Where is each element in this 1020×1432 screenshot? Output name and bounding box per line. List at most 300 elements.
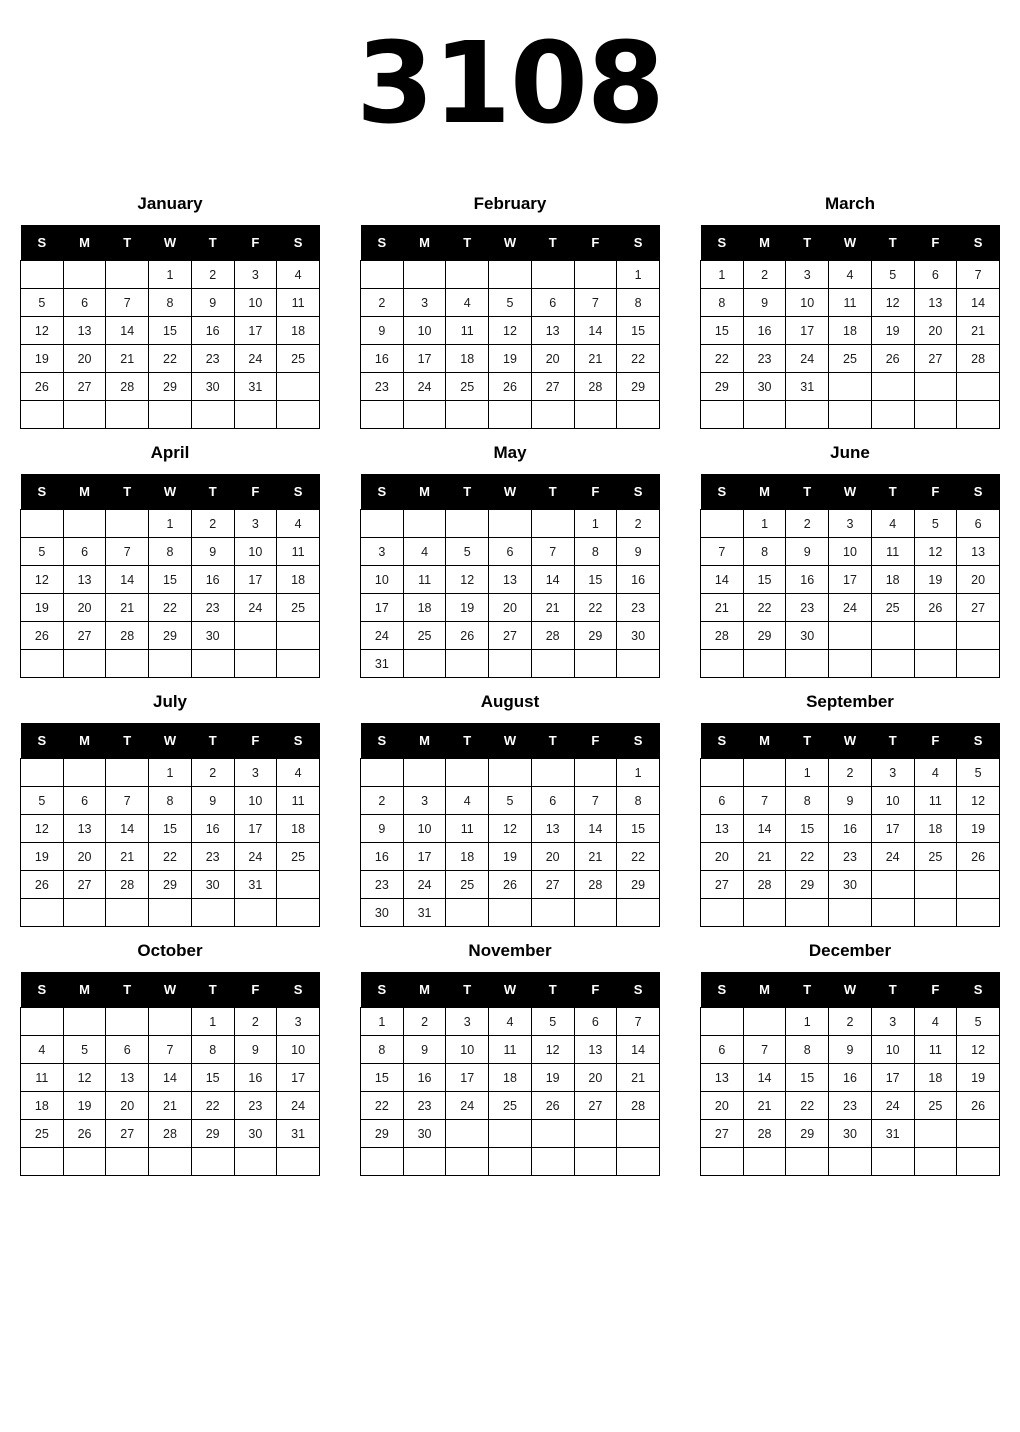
- day-cell[interactable]: 17: [361, 594, 404, 622]
- day-cell[interactable]: 21: [574, 345, 617, 373]
- day-cell[interactable]: 31: [786, 373, 829, 401]
- day-cell[interactable]: 31: [361, 650, 404, 678]
- day-cell[interactable]: 10: [234, 538, 277, 566]
- day-cell[interactable]: 5: [63, 1036, 106, 1064]
- day-cell[interactable]: 24: [829, 594, 872, 622]
- day-cell[interactable]: 9: [829, 1036, 872, 1064]
- day-cell[interactable]: 20: [531, 843, 574, 871]
- day-cell[interactable]: 13: [63, 566, 106, 594]
- day-cell[interactable]: 29: [149, 622, 192, 650]
- day-cell[interactable]: 24: [277, 1092, 320, 1120]
- day-cell[interactable]: 9: [191, 787, 234, 815]
- day-cell[interactable]: 5: [21, 538, 64, 566]
- day-cell[interactable]: 18: [489, 1064, 532, 1092]
- day-cell[interactable]: 7: [574, 787, 617, 815]
- day-cell[interactable]: 13: [574, 1036, 617, 1064]
- day-cell[interactable]: 16: [829, 815, 872, 843]
- day-cell[interactable]: 30: [191, 622, 234, 650]
- day-cell[interactable]: 6: [914, 261, 957, 289]
- day-cell[interactable]: 17: [403, 843, 446, 871]
- day-cell[interactable]: 20: [63, 843, 106, 871]
- day-cell[interactable]: 5: [957, 1008, 1000, 1036]
- day-cell[interactable]: 26: [489, 373, 532, 401]
- day-cell[interactable]: 23: [829, 1092, 872, 1120]
- day-cell[interactable]: 27: [489, 622, 532, 650]
- day-cell[interactable]: 14: [106, 566, 149, 594]
- day-cell[interactable]: 21: [743, 1092, 786, 1120]
- day-cell[interactable]: 18: [277, 815, 320, 843]
- day-cell[interactable]: 16: [743, 317, 786, 345]
- day-cell[interactable]: 1: [361, 1008, 404, 1036]
- day-cell[interactable]: 16: [191, 815, 234, 843]
- day-cell[interactable]: 24: [361, 622, 404, 650]
- day-cell[interactable]: 22: [149, 843, 192, 871]
- day-cell[interactable]: 26: [21, 622, 64, 650]
- day-cell[interactable]: 9: [743, 289, 786, 317]
- day-cell[interactable]: 28: [574, 871, 617, 899]
- day-cell[interactable]: 2: [234, 1008, 277, 1036]
- day-cell[interactable]: 18: [446, 843, 489, 871]
- day-cell[interactable]: 14: [743, 815, 786, 843]
- day-cell[interactable]: 19: [21, 594, 64, 622]
- day-cell[interactable]: 2: [829, 759, 872, 787]
- day-cell[interactable]: 2: [617, 510, 660, 538]
- day-cell[interactable]: 5: [531, 1008, 574, 1036]
- day-cell[interactable]: 2: [829, 1008, 872, 1036]
- day-cell[interactable]: 27: [63, 622, 106, 650]
- day-cell[interactable]: 4: [829, 261, 872, 289]
- day-cell[interactable]: 11: [871, 538, 914, 566]
- day-cell[interactable]: 8: [617, 289, 660, 317]
- day-cell[interactable]: 21: [106, 843, 149, 871]
- day-cell[interactable]: 9: [361, 815, 404, 843]
- day-cell[interactable]: 29: [617, 373, 660, 401]
- day-cell[interactable]: 2: [361, 289, 404, 317]
- day-cell[interactable]: 17: [446, 1064, 489, 1092]
- day-cell[interactable]: 29: [574, 622, 617, 650]
- day-cell[interactable]: 22: [149, 594, 192, 622]
- day-cell[interactable]: 19: [489, 843, 532, 871]
- day-cell[interactable]: 1: [786, 759, 829, 787]
- day-cell[interactable]: 17: [871, 1064, 914, 1092]
- day-cell[interactable]: 13: [701, 815, 744, 843]
- day-cell[interactable]: 12: [21, 566, 64, 594]
- day-cell[interactable]: 9: [191, 289, 234, 317]
- day-cell[interactable]: 4: [914, 1008, 957, 1036]
- day-cell[interactable]: 10: [234, 787, 277, 815]
- day-cell[interactable]: 29: [361, 1120, 404, 1148]
- day-cell[interactable]: 6: [63, 787, 106, 815]
- day-cell[interactable]: 29: [149, 871, 192, 899]
- day-cell[interactable]: 12: [63, 1064, 106, 1092]
- day-cell[interactable]: 17: [234, 566, 277, 594]
- day-cell[interactable]: 7: [743, 787, 786, 815]
- day-cell[interactable]: 30: [829, 1120, 872, 1148]
- day-cell[interactable]: 4: [914, 759, 957, 787]
- day-cell[interactable]: 22: [786, 843, 829, 871]
- day-cell[interactable]: 3: [234, 510, 277, 538]
- day-cell[interactable]: 31: [871, 1120, 914, 1148]
- day-cell[interactable]: 28: [106, 373, 149, 401]
- day-cell[interactable]: 5: [871, 261, 914, 289]
- day-cell[interactable]: 16: [361, 843, 404, 871]
- day-cell[interactable]: 9: [234, 1036, 277, 1064]
- day-cell[interactable]: 25: [277, 594, 320, 622]
- day-cell[interactable]: 11: [277, 787, 320, 815]
- day-cell[interactable]: 15: [617, 815, 660, 843]
- day-cell[interactable]: 26: [914, 594, 957, 622]
- day-cell[interactable]: 8: [149, 787, 192, 815]
- day-cell[interactable]: 21: [617, 1064, 660, 1092]
- day-cell[interactable]: 11: [829, 289, 872, 317]
- day-cell[interactable]: 1: [191, 1008, 234, 1036]
- day-cell[interactable]: 16: [617, 566, 660, 594]
- day-cell[interactable]: 23: [786, 594, 829, 622]
- day-cell[interactable]: 20: [957, 566, 1000, 594]
- day-cell[interactable]: 11: [446, 815, 489, 843]
- day-cell[interactable]: 25: [829, 345, 872, 373]
- day-cell[interactable]: 18: [871, 566, 914, 594]
- day-cell[interactable]: 24: [403, 871, 446, 899]
- day-cell[interactable]: 30: [361, 899, 404, 927]
- day-cell[interactable]: 19: [63, 1092, 106, 1120]
- day-cell[interactable]: 22: [617, 843, 660, 871]
- day-cell[interactable]: 12: [957, 787, 1000, 815]
- day-cell[interactable]: 12: [489, 815, 532, 843]
- day-cell[interactable]: 8: [743, 538, 786, 566]
- day-cell[interactable]: 3: [786, 261, 829, 289]
- day-cell[interactable]: 11: [277, 538, 320, 566]
- day-cell[interactable]: 9: [191, 538, 234, 566]
- day-cell[interactable]: 9: [361, 317, 404, 345]
- day-cell[interactable]: 28: [531, 622, 574, 650]
- day-cell[interactable]: 3: [829, 510, 872, 538]
- day-cell[interactable]: 23: [829, 843, 872, 871]
- day-cell[interactable]: 19: [446, 594, 489, 622]
- day-cell[interactable]: 25: [277, 843, 320, 871]
- day-cell[interactable]: 25: [914, 1092, 957, 1120]
- day-cell[interactable]: 6: [701, 1036, 744, 1064]
- day-cell[interactable]: 4: [403, 538, 446, 566]
- day-cell[interactable]: 13: [914, 289, 957, 317]
- day-cell[interactable]: 12: [871, 289, 914, 317]
- day-cell[interactable]: 13: [106, 1064, 149, 1092]
- day-cell[interactable]: 4: [446, 787, 489, 815]
- day-cell[interactable]: 21: [106, 345, 149, 373]
- day-cell[interactable]: 23: [361, 871, 404, 899]
- day-cell[interactable]: 22: [701, 345, 744, 373]
- day-cell[interactable]: 22: [574, 594, 617, 622]
- day-cell[interactable]: 27: [106, 1120, 149, 1148]
- day-cell[interactable]: 29: [786, 1120, 829, 1148]
- day-cell[interactable]: 27: [914, 345, 957, 373]
- day-cell[interactable]: 6: [63, 538, 106, 566]
- day-cell[interactable]: 5: [21, 787, 64, 815]
- day-cell[interactable]: 10: [234, 289, 277, 317]
- day-cell[interactable]: 19: [914, 566, 957, 594]
- day-cell[interactable]: 9: [786, 538, 829, 566]
- day-cell[interactable]: 30: [403, 1120, 446, 1148]
- day-cell[interactable]: 29: [617, 871, 660, 899]
- day-cell[interactable]: 24: [871, 843, 914, 871]
- day-cell[interactable]: 27: [574, 1092, 617, 1120]
- day-cell[interactable]: 26: [957, 843, 1000, 871]
- day-cell[interactable]: 23: [234, 1092, 277, 1120]
- day-cell[interactable]: 14: [531, 566, 574, 594]
- day-cell[interactable]: 4: [277, 759, 320, 787]
- day-cell[interactable]: 12: [489, 317, 532, 345]
- day-cell[interactable]: 20: [701, 843, 744, 871]
- day-cell[interactable]: 18: [21, 1092, 64, 1120]
- day-cell[interactable]: 27: [701, 871, 744, 899]
- day-cell[interactable]: 4: [489, 1008, 532, 1036]
- day-cell[interactable]: 2: [743, 261, 786, 289]
- day-cell[interactable]: 8: [617, 787, 660, 815]
- day-cell[interactable]: 26: [446, 622, 489, 650]
- day-cell[interactable]: 10: [277, 1036, 320, 1064]
- day-cell[interactable]: 23: [191, 594, 234, 622]
- day-cell[interactable]: 21: [149, 1092, 192, 1120]
- day-cell[interactable]: 7: [531, 538, 574, 566]
- day-cell[interactable]: 17: [829, 566, 872, 594]
- day-cell[interactable]: 10: [786, 289, 829, 317]
- day-cell[interactable]: 4: [871, 510, 914, 538]
- day-cell[interactable]: 12: [531, 1036, 574, 1064]
- day-cell[interactable]: 11: [914, 1036, 957, 1064]
- day-cell[interactable]: 3: [871, 759, 914, 787]
- day-cell[interactable]: 19: [957, 1064, 1000, 1092]
- day-cell[interactable]: 5: [489, 289, 532, 317]
- day-cell[interactable]: 10: [829, 538, 872, 566]
- day-cell[interactable]: 3: [446, 1008, 489, 1036]
- day-cell[interactable]: 6: [701, 787, 744, 815]
- day-cell[interactable]: 16: [786, 566, 829, 594]
- day-cell[interactable]: 21: [743, 843, 786, 871]
- day-cell[interactable]: 2: [403, 1008, 446, 1036]
- day-cell[interactable]: 25: [871, 594, 914, 622]
- day-cell[interactable]: 31: [234, 871, 277, 899]
- day-cell[interactable]: 6: [531, 787, 574, 815]
- day-cell[interactable]: 12: [914, 538, 957, 566]
- day-cell[interactable]: 15: [743, 566, 786, 594]
- day-cell[interactable]: 27: [957, 594, 1000, 622]
- day-cell[interactable]: 29: [149, 373, 192, 401]
- day-cell[interactable]: 20: [106, 1092, 149, 1120]
- day-cell[interactable]: 15: [149, 815, 192, 843]
- day-cell[interactable]: 8: [786, 787, 829, 815]
- day-cell[interactable]: 2: [191, 759, 234, 787]
- day-cell[interactable]: 27: [63, 373, 106, 401]
- day-cell[interactable]: 30: [191, 373, 234, 401]
- day-cell[interactable]: 14: [743, 1064, 786, 1092]
- day-cell[interactable]: 11: [489, 1036, 532, 1064]
- day-cell[interactable]: 18: [277, 566, 320, 594]
- day-cell[interactable]: 27: [63, 871, 106, 899]
- day-cell[interactable]: 1: [149, 261, 192, 289]
- day-cell[interactable]: 15: [191, 1064, 234, 1092]
- day-cell[interactable]: 24: [234, 345, 277, 373]
- day-cell[interactable]: 22: [786, 1092, 829, 1120]
- day-cell[interactable]: 18: [914, 815, 957, 843]
- day-cell[interactable]: 28: [743, 871, 786, 899]
- day-cell[interactable]: 13: [701, 1064, 744, 1092]
- day-cell[interactable]: 7: [149, 1036, 192, 1064]
- day-cell[interactable]: 13: [63, 815, 106, 843]
- day-cell[interactable]: 11: [446, 317, 489, 345]
- day-cell[interactable]: 24: [234, 594, 277, 622]
- day-cell[interactable]: 19: [531, 1064, 574, 1092]
- day-cell[interactable]: 20: [489, 594, 532, 622]
- day-cell[interactable]: 7: [701, 538, 744, 566]
- day-cell[interactable]: 20: [914, 317, 957, 345]
- day-cell[interactable]: 16: [191, 566, 234, 594]
- day-cell[interactable]: 19: [871, 317, 914, 345]
- day-cell[interactable]: 5: [957, 759, 1000, 787]
- day-cell[interactable]: 25: [446, 871, 489, 899]
- day-cell[interactable]: 15: [149, 317, 192, 345]
- day-cell[interactable]: 14: [106, 815, 149, 843]
- day-cell[interactable]: 26: [531, 1092, 574, 1120]
- day-cell[interactable]: 19: [489, 345, 532, 373]
- day-cell[interactable]: 13: [531, 317, 574, 345]
- day-cell[interactable]: 4: [277, 510, 320, 538]
- day-cell[interactable]: 22: [743, 594, 786, 622]
- day-cell[interactable]: 28: [106, 871, 149, 899]
- day-cell[interactable]: 28: [574, 373, 617, 401]
- day-cell[interactable]: 27: [531, 871, 574, 899]
- day-cell[interactable]: 17: [234, 815, 277, 843]
- day-cell[interactable]: 1: [149, 759, 192, 787]
- day-cell[interactable]: 2: [191, 510, 234, 538]
- day-cell[interactable]: 12: [21, 317, 64, 345]
- day-cell[interactable]: 16: [234, 1064, 277, 1092]
- day-cell[interactable]: 1: [701, 261, 744, 289]
- day-cell[interactable]: 1: [617, 261, 660, 289]
- day-cell[interactable]: 21: [531, 594, 574, 622]
- day-cell[interactable]: 1: [149, 510, 192, 538]
- day-cell[interactable]: 29: [786, 871, 829, 899]
- day-cell[interactable]: 23: [361, 373, 404, 401]
- day-cell[interactable]: 12: [21, 815, 64, 843]
- day-cell[interactable]: 30: [234, 1120, 277, 1148]
- day-cell[interactable]: 1: [743, 510, 786, 538]
- day-cell[interactable]: 27: [701, 1120, 744, 1148]
- day-cell[interactable]: 10: [361, 566, 404, 594]
- day-cell[interactable]: 31: [234, 373, 277, 401]
- day-cell[interactable]: 4: [21, 1036, 64, 1064]
- day-cell[interactable]: 20: [63, 345, 106, 373]
- day-cell[interactable]: 3: [234, 261, 277, 289]
- day-cell[interactable]: 3: [234, 759, 277, 787]
- day-cell[interactable]: 11: [21, 1064, 64, 1092]
- day-cell[interactable]: 28: [149, 1120, 192, 1148]
- day-cell[interactable]: 23: [403, 1092, 446, 1120]
- day-cell[interactable]: 9: [829, 787, 872, 815]
- day-cell[interactable]: 17: [234, 317, 277, 345]
- day-cell[interactable]: 11: [277, 289, 320, 317]
- day-cell[interactable]: 2: [191, 261, 234, 289]
- day-cell[interactable]: 14: [149, 1064, 192, 1092]
- day-cell[interactable]: 20: [701, 1092, 744, 1120]
- day-cell[interactable]: 23: [191, 843, 234, 871]
- day-cell[interactable]: 30: [829, 871, 872, 899]
- day-cell[interactable]: 22: [361, 1092, 404, 1120]
- day-cell[interactable]: 15: [617, 317, 660, 345]
- day-cell[interactable]: 25: [446, 373, 489, 401]
- day-cell[interactable]: 8: [701, 289, 744, 317]
- day-cell[interactable]: 10: [871, 1036, 914, 1064]
- day-cell[interactable]: 25: [914, 843, 957, 871]
- day-cell[interactable]: 29: [701, 373, 744, 401]
- day-cell[interactable]: 27: [531, 373, 574, 401]
- day-cell[interactable]: 14: [701, 566, 744, 594]
- day-cell[interactable]: 13: [957, 538, 1000, 566]
- day-cell[interactable]: 28: [106, 622, 149, 650]
- day-cell[interactable]: 18: [829, 317, 872, 345]
- day-cell[interactable]: 6: [63, 289, 106, 317]
- day-cell[interactable]: 6: [957, 510, 1000, 538]
- day-cell[interactable]: 1: [786, 1008, 829, 1036]
- day-cell[interactable]: 6: [531, 289, 574, 317]
- day-cell[interactable]: 2: [361, 787, 404, 815]
- day-cell[interactable]: 14: [617, 1036, 660, 1064]
- day-cell[interactable]: 19: [21, 843, 64, 871]
- day-cell[interactable]: 26: [871, 345, 914, 373]
- day-cell[interactable]: 13: [63, 317, 106, 345]
- day-cell[interactable]: 22: [191, 1092, 234, 1120]
- day-cell[interactable]: 14: [957, 289, 1000, 317]
- day-cell[interactable]: 14: [106, 317, 149, 345]
- day-cell[interactable]: 3: [871, 1008, 914, 1036]
- day-cell[interactable]: 25: [277, 345, 320, 373]
- day-cell[interactable]: 26: [21, 373, 64, 401]
- day-cell[interactable]: 10: [403, 815, 446, 843]
- day-cell[interactable]: 6: [106, 1036, 149, 1064]
- day-cell[interactable]: 18: [403, 594, 446, 622]
- day-cell[interactable]: 28: [743, 1120, 786, 1148]
- day-cell[interactable]: 20: [63, 594, 106, 622]
- day-cell[interactable]: 21: [701, 594, 744, 622]
- day-cell[interactable]: 15: [786, 1064, 829, 1092]
- day-cell[interactable]: 8: [191, 1036, 234, 1064]
- day-cell[interactable]: 17: [786, 317, 829, 345]
- day-cell[interactable]: 3: [361, 538, 404, 566]
- day-cell[interactable]: 28: [617, 1092, 660, 1120]
- day-cell[interactable]: 7: [617, 1008, 660, 1036]
- day-cell[interactable]: 1: [617, 759, 660, 787]
- day-cell[interactable]: 5: [489, 787, 532, 815]
- day-cell[interactable]: 10: [446, 1036, 489, 1064]
- day-cell[interactable]: 5: [21, 289, 64, 317]
- day-cell[interactable]: 15: [574, 566, 617, 594]
- day-cell[interactable]: 22: [149, 345, 192, 373]
- day-cell[interactable]: 18: [446, 345, 489, 373]
- day-cell[interactable]: 13: [489, 566, 532, 594]
- day-cell[interactable]: 26: [957, 1092, 1000, 1120]
- day-cell[interactable]: 30: [617, 622, 660, 650]
- day-cell[interactable]: 19: [21, 345, 64, 373]
- day-cell[interactable]: 5: [914, 510, 957, 538]
- day-cell[interactable]: 11: [914, 787, 957, 815]
- day-cell[interactable]: 21: [574, 843, 617, 871]
- day-cell[interactable]: 18: [914, 1064, 957, 1092]
- day-cell[interactable]: 24: [446, 1092, 489, 1120]
- day-cell[interactable]: 21: [106, 594, 149, 622]
- day-cell[interactable]: 15: [701, 317, 744, 345]
- day-cell[interactable]: 31: [277, 1120, 320, 1148]
- day-cell[interactable]: 17: [277, 1064, 320, 1092]
- day-cell[interactable]: 2: [786, 510, 829, 538]
